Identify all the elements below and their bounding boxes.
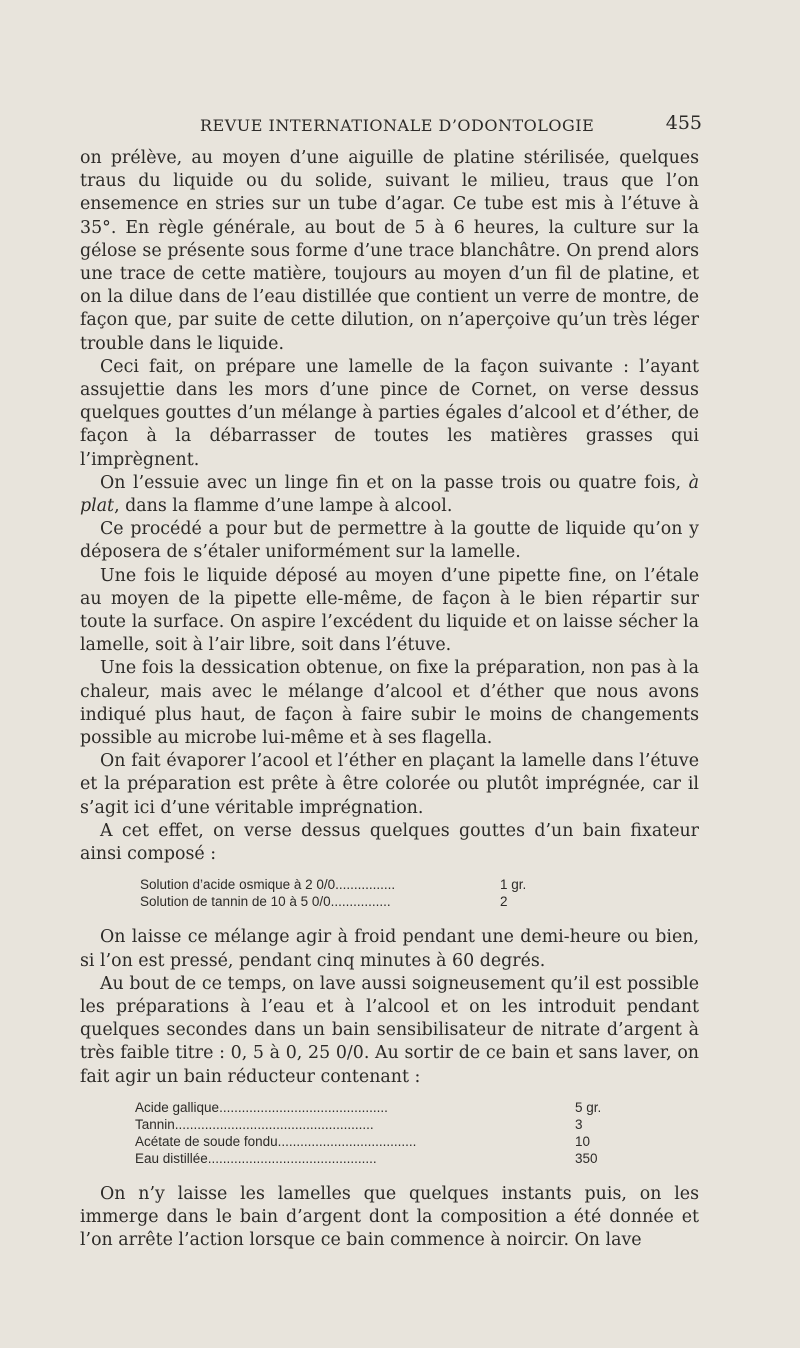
paragraph: Une fois le liquide déposé au moyen d’une pipette fine, on l’étale au moyen de la pipette elle-même, de façon à le bien répartir sur toute la surface. On aspire l’excédent du liquide et on laisse sécher la lamelle, soit à l’air libre, soit dans l’étuve. [80,565,699,656]
table-row [135,1116,635,1133]
table-row [140,876,560,893]
table-row [135,1099,635,1116]
ingredient-quantity: 1 gr. [500,877,527,893]
paragraph: On laisse ce mélange agir à froid pendant une demi-heure ou bien, si l’on est pressé, pendant cinq minutes à 60 degrés. [80,927,699,971]
paragraph: Une fois la dessication obtenue, on fixe la préparation, non pas à la chaleur, mais avec le mélange d’alcool et d’éther que nous avons indiqué plus haut, de façon à faire subir le moins de changements possible au microbe lui-même et à ses flagella. [80,658,699,749]
table-row [135,1133,635,1150]
ingredient-label: Acétate de soude fondu [135,1133,278,1149]
dot-leader: ............................................. [219,1099,388,1115]
paragraph: Ceci fait, on prépare une lamelle de la façon suivante : l’ayant assujettie dans les mors d’une pince de Cornet, on verse dessus quelques gouttes d’un mélange à parties égales d’alcool et d’éther, de façon à la débarrasser de toutes les matières grasses qui l’imprègnent. [80,356,699,470]
body-text [80,147,699,1252]
ingredient-quantity: 350 [575,1150,598,1166]
dot-leader: ................ [335,877,396,893]
paragraph: A cet effet, on verse dessus quelques gouttes d’un bain fixateur ainsi composé : [80,820,699,865]
journal-title: REVUE INTERNATIONALE D’ODONTOLOGIE [200,116,595,135]
ingredient-label: Tannin [135,1116,175,1132]
ingredient-quantity: 3 [575,1116,583,1132]
paragraph-text: On l’essuie avec un linge fin et on la passe trois ou quatre fois, [100,472,689,493]
dot-leader: ..................................................... [174,1116,374,1132]
ingredient-quantity: 5 gr. [575,1099,602,1115]
paragraph [80,472,699,518]
paragraph: On n’y laisse les lamelles que quelques instants puis, on les immerge dans le bain d’argent dont la composition a été donnée et l’on arrête l’action lorsque ce bain commence à noircir. On lave [80,1183,699,1251]
dot-leader: ..................................... [277,1133,417,1149]
fixateur-table [140,876,699,910]
running-header [80,110,700,140]
table-row [135,1150,635,1167]
italic-text: à plat [80,472,699,517]
ingredient-label: Solution d’acide osmique à 2 0/0 [140,877,336,893]
ingredient-quantity: 2 [500,894,508,910]
ingredient-label: Eau distillée [135,1150,208,1166]
paragraph: On fait évaporer l’acool et l’éther en plaçant la lamelle dans l’étuve et la préparation est prête à être colorée ou plutôt imprégnée, car il s’agit ici d’une véritable imprégnation. [80,751,699,818]
ingredient-label: Acide gallique [135,1099,220,1115]
paragraph: Au bout de ce temps, on lave aussi soigneusement qu’il est possible les préparations à l’eau et à l’alcool et on les introduit pendant quelques secondes dans un bain sensibilisateur de nitrate d’argent à très faible titre : 0, 5 à 0, 25 0/0. Au sortir de ce bain et sans laver, on fait agir un bain réducteur contenant : [80,973,699,1087]
dot-leader: ................ [330,894,391,910]
paragraph-text: , dans la flamme d’une lampe à alcool. [114,496,453,517]
dot-leader: ............................................. [207,1150,377,1166]
reducteur-table [135,1099,699,1167]
table-row [140,893,560,910]
page-number: 455 [665,112,702,134]
ingredient-quantity: 10 [575,1133,591,1149]
paragraph: Ce procédé a pour but de permettre à la goutte de liquide qu’on y déposera de s’étaler uniformément sur la lamelle. [80,519,699,563]
paragraph: on prélève, au moyen d’une aiguille de platine stérilisée, quelques traus du liquide ou du solide, suivant le milieu, traus que l’on ensemence en stries sur un tube d’agar. Ce tube est mis à l’étuve à 35°. En règle générale, au bout de 5 à 6 heures, la culture sur la gélose se présente sous forme d’une trace blanchâtre. On prend alors une trace de cette matière, toujours au moyen d’un fil de platine, et on la dilue dans de l’eau distillée que contient un verre de montre, de façon que, par suite de cette dilution, on n’aperçoive qu’un très léger trouble dans le liquide. [80,148,699,354]
ingredient-label: Solution de tannin de 10 à 5 0/0 [140,894,331,910]
